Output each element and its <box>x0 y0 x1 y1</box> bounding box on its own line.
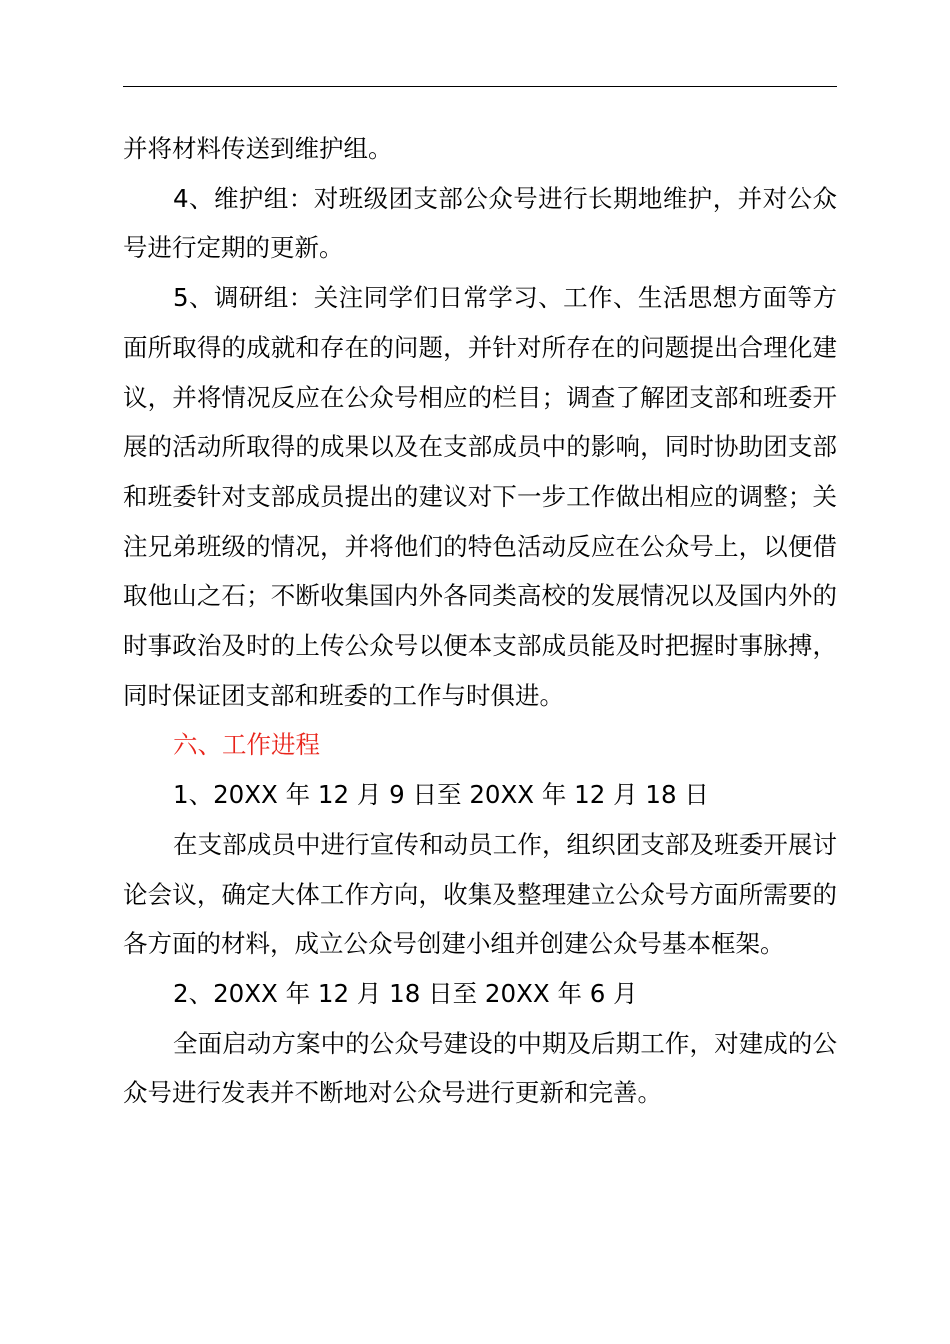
paragraph-phase-1-dates: 1、20XX 年 12 月 9 日至 20XX 年 12 月 18 日 <box>173 780 709 810</box>
paragraph-phase-1-description: 在支部成员中进行宣传和动员工作，组织团支部及班委开展讨论会议，确定大体工作方向，收集及整理建立公众号方面所需要的各方面的材料，成立公众号创建小组并创建公众号基本框架。 <box>123 829 837 959</box>
paragraph-maintenance-group: 4、维护组：对班级团支部公众号进行长期地维护，并对公众号进行定期的更新。 <box>123 183 837 263</box>
paragraph-continuation: 并将材料传送到维护组。 <box>123 134 393 163</box>
paragraph-phase-2-description: 全面启动方案中的公众号建设的中期及后期工作，对建成的公众号进行发表并不断地对公众号进行更新和完善。 <box>123 1028 837 1108</box>
paragraph-research-group: 5、调研组：关注同学们日常学习、工作、生活思想方面等方面所取得的成就和存在的问题，并针对所存在的问题提出合理化建议，并将情况反应在公众号相应的栏目；调查了解团支部和班委开展的活动所取得的成果以及在支部成员中的影响，同时协助团支部和班委针对支部成员提出的建议对下一步工作做出相应的调整；关注兄弟班级的情况，并将他们的特色活动反应在公众号上，以便借取他山之石；不断收集国内外各同类高校的发展情况以及国内外的时事政治及时的上传公众号以便本支部成员能及时把握时事脉搏，同时保证团支部和班委的工作与时俱进。 <box>123 283 837 710</box>
paragraph-phase-2-dates: 2、20XX 年 12 月 18 日至 20XX 年 6 月 <box>173 978 638 1008</box>
header-rule <box>123 86 837 87</box>
section-heading-work-progress: 六、工作进程 <box>173 730 320 760</box>
document-body <box>123 124 837 1118</box>
